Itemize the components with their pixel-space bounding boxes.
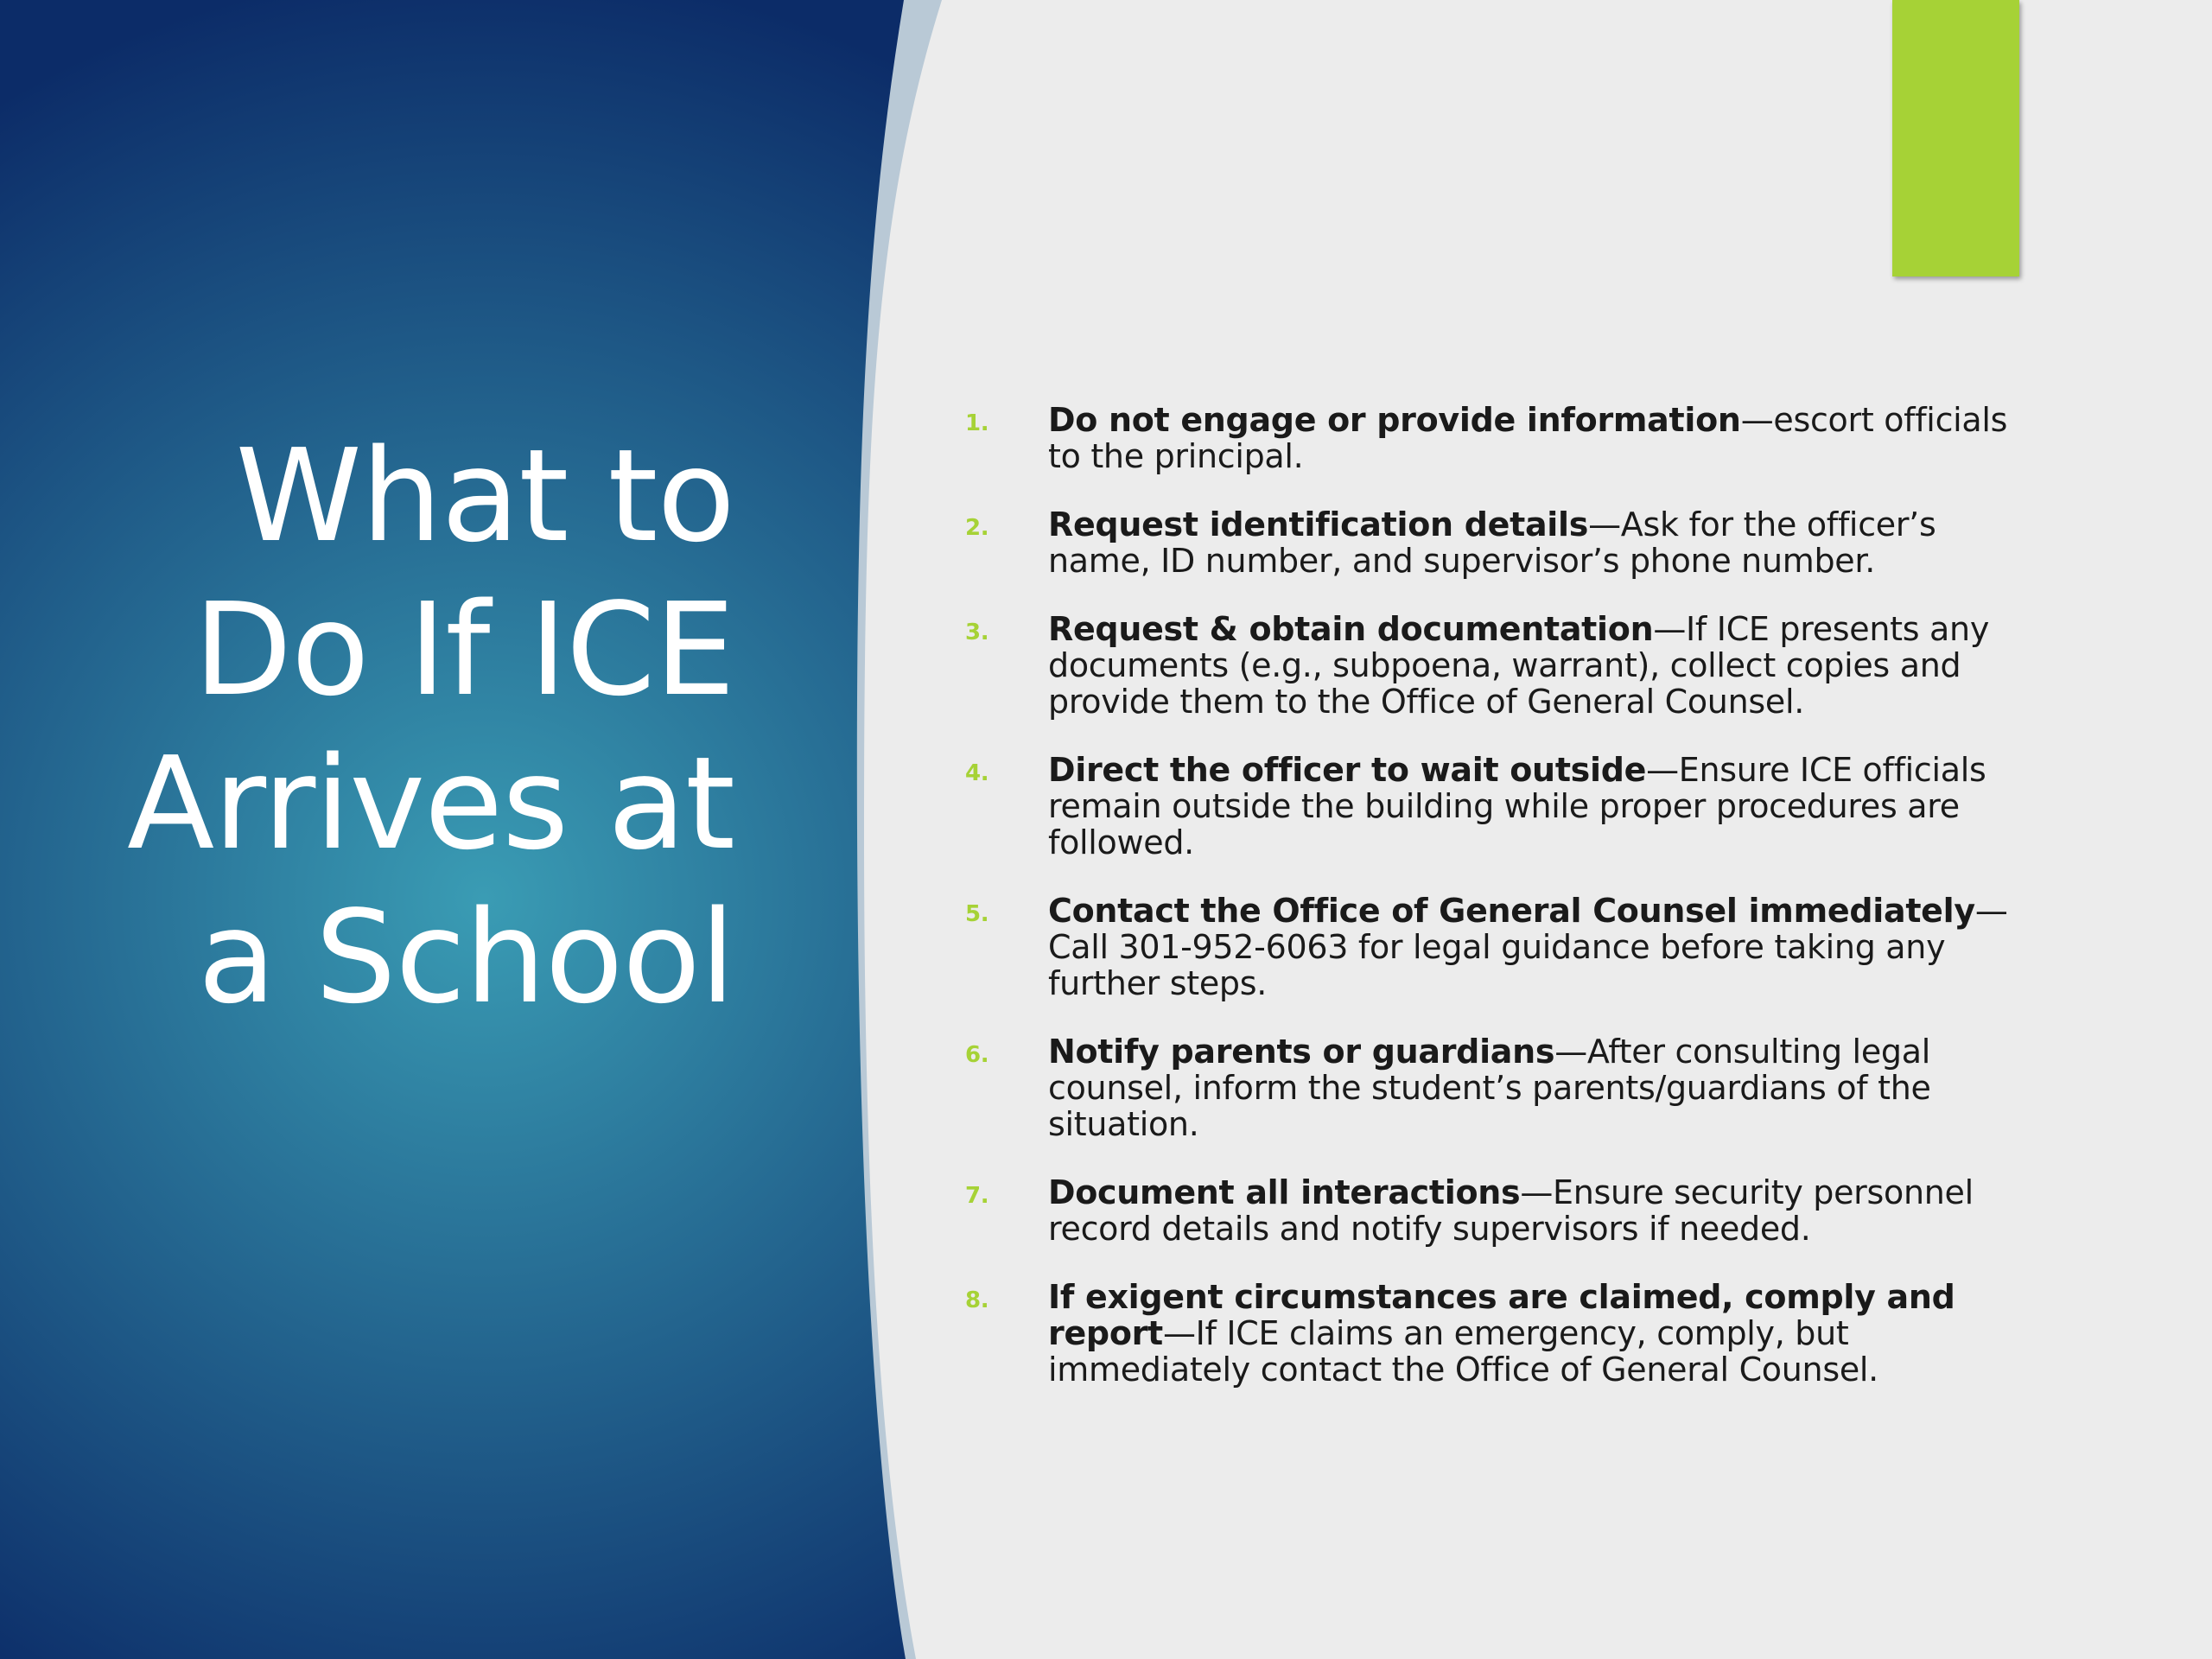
accent-tab (1892, 0, 2019, 276)
step-lead: Do not engage or provide information (1048, 401, 1741, 439)
step-number: 4. (965, 760, 989, 786)
title-line: Arrives at (127, 729, 734, 878)
step-number: 3. (965, 620, 989, 645)
list-item (959, 402, 2039, 474)
list-item (959, 611, 2039, 720)
step-number: 6. (965, 1042, 989, 1068)
list-item (959, 506, 2039, 579)
slide-title (78, 419, 734, 1034)
step-number: 1. (965, 410, 989, 436)
step-number: 7. (965, 1183, 989, 1209)
step-text: —Ensure ICE officials remain outside the building while proper procedures are followed. (1048, 751, 1986, 861)
step-lead: Notify parents or guardians (1048, 1033, 1555, 1071)
step-text: —After consulting legal counsel, inform the student’s parents/guardians of the situation. (1048, 1033, 1931, 1143)
steps-list (959, 402, 2039, 1420)
step-text: —Ensure security personnel record details and notify supervisors if needed. (1048, 1173, 1974, 1248)
step-lead: Contact the Office of General Counsel immediately (1048, 892, 1975, 930)
step-text: —Call 301-952-6063 for legal guidance before taking any further steps. (1048, 892, 2008, 1002)
title-line: Do If ICE (194, 575, 734, 724)
step-lead: Request & obtain documentation (1048, 610, 1654, 648)
list-item (959, 1279, 2039, 1388)
title-line: a School (197, 883, 734, 1032)
list-item (959, 752, 2039, 861)
list-item (959, 1033, 2039, 1142)
step-text: —escort officials to the principal. (1048, 401, 2008, 475)
step-lead: If exigent circumstances are claimed, comply and report (1048, 1278, 1955, 1352)
title-line: What to (235, 422, 734, 570)
step-lead: Direct the officer to wait outside (1048, 751, 1647, 789)
step-number: 2. (965, 515, 989, 541)
step-number: 8. (965, 1287, 989, 1313)
list-item (959, 893, 2039, 1001)
step-number: 5. (965, 901, 989, 927)
step-text: —If ICE claims an emergency, comply, but immediately contact the Office of General Counsel. (1048, 1314, 1878, 1389)
step-lead: Document all interactions (1048, 1173, 1521, 1211)
step-text: —Ask for the officer’s name, ID number, and supervisor’s phone number. (1048, 505, 1936, 580)
step-text: —If ICE presents any documents (e.g., subpoena, warrant), collect copies and provide them to the Office of General Counsel. (1048, 610, 1990, 721)
list-item (959, 1174, 2039, 1247)
step-lead: Request identification details (1048, 505, 1589, 543)
